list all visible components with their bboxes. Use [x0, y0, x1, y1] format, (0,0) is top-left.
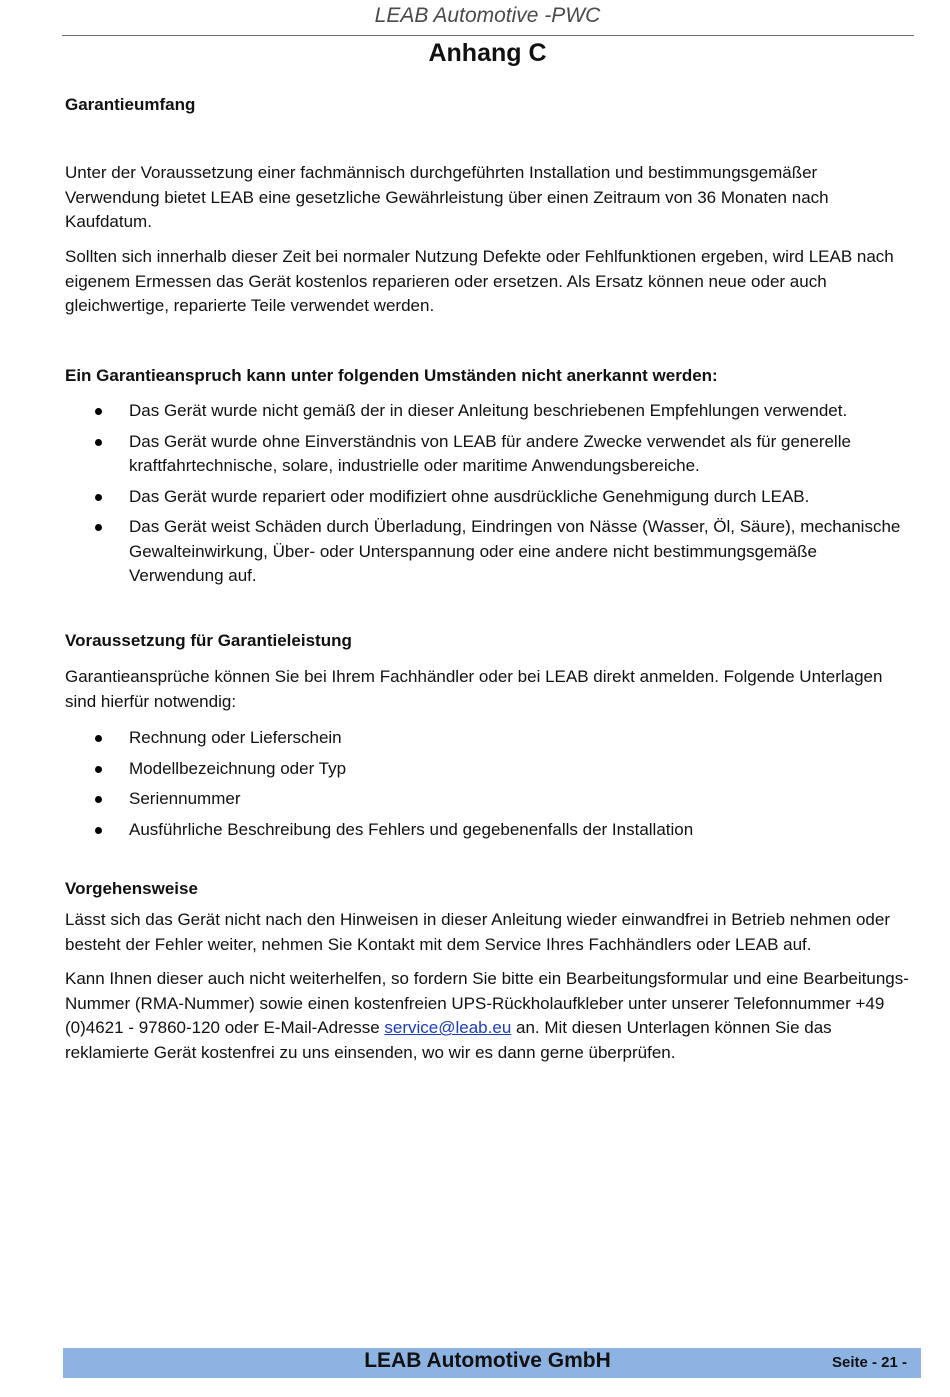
list-item: Das Gerät wurde repariert oder modifiziert ohne ausdrückliche Genehmigung durch LEAB.: [65, 485, 913, 510]
list-item: Das Gerät wurde nicht gemäß der in dieser Anleitung beschriebenen Empfehlungen verwendet.: [65, 399, 913, 424]
list-item: Rechnung oder Lieferschein: [65, 726, 913, 751]
exclusions-list: [65, 399, 913, 589]
bullet-icon: [95, 735, 102, 742]
list-item: Seriennummer: [65, 787, 913, 812]
header-divider: [62, 35, 914, 36]
bullet-icon: [95, 439, 102, 446]
bullet-icon: [95, 827, 102, 834]
section-heading-procedure: Vorgehensweise: [65, 879, 198, 898]
list-item: Modellbezeichnung oder Typ: [65, 757, 913, 782]
bullet-icon: [95, 408, 102, 415]
page-number: Seite - 21 -: [832, 1354, 908, 1371]
requirements-paragraph: Garantieansprüche können Sie bei Ihrem Fachhändler oder bei LEAB direkt anmelden. Folgende Unterlagen sind hierfür notwendig:: [65, 667, 883, 711]
scope-paragraph-1: Unter der Voraussetzung einer fachmännisch durchgeführten Installation und bestimmungsgemäßer Verwendung bietet LEAB eine gesetzliche Gewährleistung über einen Zeitraum von 36 Monaten nach Kaufdatum.: [65, 163, 829, 231]
bullet-icon: [95, 766, 102, 773]
list-item: Das Gerät weist Schäden durch Überladung, Eindringen von Nässe (Wasser, Öl, Säure), mechanische Gewalteinwirkung, Über- oder Unterspannung oder eine andere nicht bestimmungsgemäße Verwendung auf.: [65, 515, 913, 589]
section-heading-exclusions: Ein Garantieanspruch kann unter folgenden Umständen nicht anerkannt werden:: [65, 366, 718, 385]
list-item: Das Gerät wurde ohne Einverständnis von LEAB für andere Zwecke verwendet als für generelle kraftfahrtechnische, solare, industrielle oder maritime Anwendungsbereiche.: [65, 430, 913, 479]
list-item: Ausführliche Beschreibung des Fehlers und gegebenenfalls der Installation: [65, 818, 913, 843]
scope-paragraph-2: Sollten sich innerhalb dieser Zeit bei normaler Nutzung Defekte oder Fehlfunktionen ergeben, wird LEAB nach eigenem Ermessen das Gerät kostenlos reparieren oder ersetzen. Als Ersatz können neue oder auch gleichwertige, reparierte Teile verwendet werden.: [65, 247, 894, 315]
section-heading-scope: Garantieumfang: [65, 95, 196, 114]
bullet-icon: [95, 796, 102, 803]
requirements-list: [65, 726, 913, 842]
email-link[interactable]: service@leab.eu: [384, 1018, 512, 1037]
procedure-paragraph-2: Kann Ihnen dieser auch nicht weiterhelfen, so fordern Sie bitte ein Bearbeitungsformular und eine Bearbeitungs-Nummer (RMA-Nummer) sowie einen kostenfreien UPS-Rückholaufkleber unter unserer Telefonnummer +49 (0)4621 - 97860-120 oder E-Mail-Adresse service@leab.eu an. Mit diesen Unterlagen können Sie das reklamierte Gerät kostenfrei zu uns einsenden, wo wir es dann gerne überprüfen.: [65, 969, 909, 1062]
bullet-icon: [95, 494, 102, 501]
section-heading-requirements: Voraussetzung für Garantieleistung: [65, 631, 352, 650]
procedure-paragraph-1: Lässt sich das Gerät nicht nach den Hinweisen in dieser Anleitung wieder einwandfrei in Betrieb nehmen oder besteht der Fehler weiter, nehmen Sie Kontakt mit dem Service Ihres Fachhändlers oder LEAB auf.: [65, 910, 890, 954]
bullet-icon: [95, 524, 102, 531]
footer-company-name: LEAB Automotive GmbH: [364, 1349, 611, 1372]
running-header: LEAB Automotive -PWC: [374, 4, 601, 27]
page-title: Anhang C: [428, 39, 547, 67]
